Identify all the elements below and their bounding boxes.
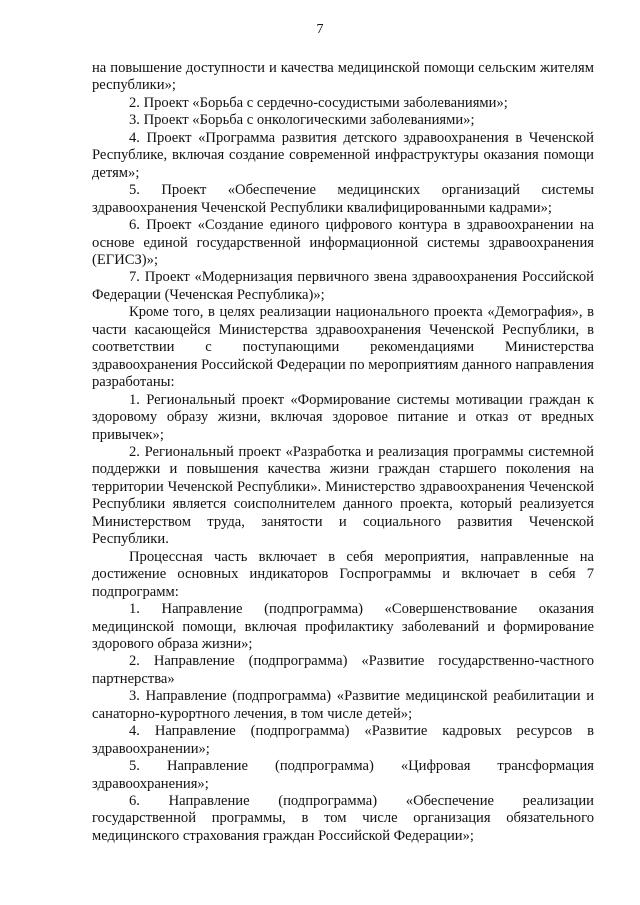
list-item-regional-project-2: 2. Региональный проект «Разработка и реализация программы системной поддержки и повышения качества жизни граждан старшего поколения на территории Чеченской Республики». Министерство здравоохранения Чеченской Республики является соисполнителем данного проекта, который реализуется Министерством труда, занятости и социального развития Чеченской Республики. <box>92 443 594 548</box>
list-item-direction-4: 4. Направление (подпрограмма) «Развитие кадровых ресурсов в здравоохранении»; <box>92 723 594 757</box>
list-item-project-6: 6. Проект «Создание единого цифрового контура в здравоохранении на основе единой государственной информационной системы здравоохранения (ЕГИСЗ)»; <box>92 217 594 268</box>
list-item-direction-1: 1. Направление (подпрограмма) «Совершенствование оказания медицинской помощи, включая профилактику заболеваний и формирование здорового образа жизни»; <box>92 601 594 652</box>
paragraph-continuation: на повышение доступности и качества медицинской помощи сельским жителям республики»; <box>92 60 594 94</box>
list-item-direction-6: 6. Направление (подпрограмма) «Обеспечение реализации государственной программы, в том числе организация обязательного медицинского страхования граждан Российской Федерации»; <box>92 793 594 844</box>
list-item-regional-project-1: 1. Региональный проект «Формирование системы мотивации граждан к здоровому образу жизни, включая здоровое питание и отказ от вредных привычек»; <box>92 391 594 443</box>
page-number: 7 <box>316 22 324 37</box>
list-item-project-5: 5. Проект «Обеспечение медицинских организаций системы здравоохранения Чеченской Республики квалифицированными кадрами»; <box>92 182 594 216</box>
list-item-direction-3: 3. Направление (подпрограмма) «Развитие медицинской реабилитации и санаторно-курортного лечения, в том числе детей»; <box>92 688 594 722</box>
paragraph-process-part: Процессная часть включает в себя мероприятия, направленные на достижение основных индикаторов Госпрограммы и включает в себя 7 подпрограмм: <box>92 548 594 600</box>
list-item-project-2: 2. Проект «Борьба с сердечно-сосудистыми заболеваниями»; <box>129 94 508 111</box>
list-item-project-4: 4. Проект «Программа развития детского здравоохранения в Чеченской Республике, включая создание современной инфраструктуры оказания помощи детям»; <box>92 129 594 181</box>
list-item-project-7: 7. Проект «Модернизация первичного звена здравоохранения Российской Федерации (Чеченская Республика)»; <box>92 269 594 303</box>
list-item-direction-2: 2. Направление (подпрограмма) «Развитие государственно-частного партнерства» <box>92 653 594 687</box>
list-item-project-3: 3. Проект «Борьба с онкологическими заболеваниями»; <box>129 112 475 129</box>
document-body <box>92 60 594 845</box>
paragraph-demography: Кроме того, в целях реализации национального проекта «Демография», в части касающейся Министерства здравоохранения Чеченской Республики, в соответствии с поступающими рекомендациями Министерства здравоохранения Российской Федерации по мероприятиям данного направления разработаны: <box>92 304 594 391</box>
list-item-direction-5: 5. Направление (подпрограмма) «Цифровая трансформация здравоохранения»; <box>92 758 594 792</box>
